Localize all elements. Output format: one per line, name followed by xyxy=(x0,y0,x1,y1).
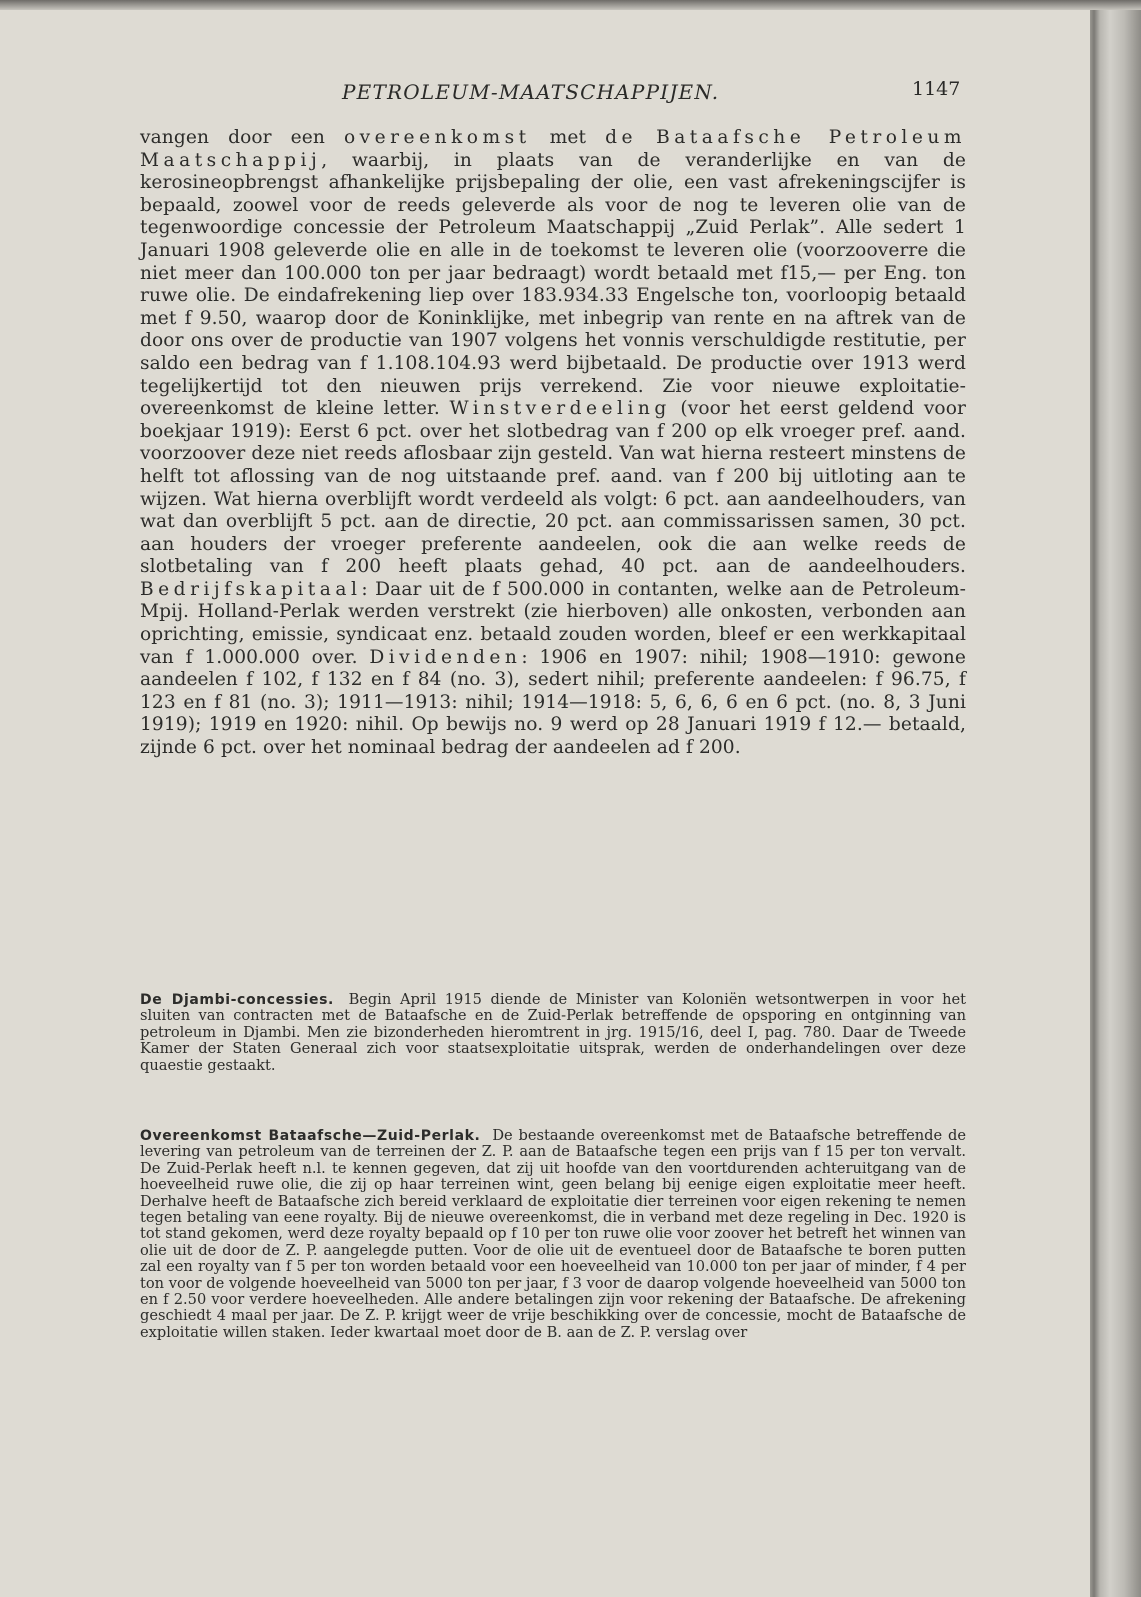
main-paragraph xyxy=(140,127,966,760)
page-header xyxy=(0,76,1092,106)
running-title: PETROLEUM-MAATSCHAPPIJEN. xyxy=(342,80,720,104)
spaced-term: Winstverdeeling xyxy=(449,398,671,420)
spaced-term: Bedrijfskapitaal xyxy=(140,578,362,600)
main-text-segment: : Daar uit de f 500.000 in contanten, welke aan de Petroleum-Mpij. Holland-Perlak werden verstrekt (zie hierboven) alle onkosten, verbonden aan oprichting, emissie, syndicaat enz. betaald zouden worden, bleef er een werkkapitaal van f 1.000.000 over. xyxy=(140,578,966,668)
spaced-term: Dividenden xyxy=(369,646,522,668)
main-text-segment: (voor het eerst geldend voor boekjaar 1919): Eerst 6 pct. over het slotbedrag van f 200 op elk vroeger pref. aand. voorzoover deze niet reeds aflosbaar zijn gesteld. Van wat hierna resteert minstens de helft tot aflossing van de nog uitstaande pref. aand. van f 200 bij uitloting aan te wijzen. Wat hierna overblijft wordt verdeeld als volgt: 6 pct. aan aandeelhouders, van wat dan overblijft 5 pct. aan de directie, 20 pct. aan commissarissen samen, 30 pct. aan houders der vroeger preferente aandeelen, ook die aan welke reeds de slotbetaling van f 200 heeft plaats gehad, 40 pct. aan de aandeelhouders. xyxy=(140,398,966,578)
note-heading: De Djambi-concessies. xyxy=(140,992,334,1008)
spaced-term: de xyxy=(605,127,638,148)
main-text-segment: , waarbij, in plaats van de veranderlijke en van de kerosineopbrengst afhankelijke prijsbepaling der olie, een vast afrekeningscijfer is bepaald, zoowel voor de reeds geleverde als voor de nog te leveren olie van de tegenwoordige concessie der Petroleum Maatschappij „Zuid Perlak”. Alle sedert 1 Januari 1908 geleverde olie en alle in de toekomst te leveren olie (voorzooverre die niet meer dan 100.000 ton per jaar bedraagt) wordt betaald met f15,— per Eng. ton ruwe olie. De eindafrekening liep over 183.934.33 Engelsche ton, voorloopig betaald met f 9.50, waarop door de Koninklijke, met inbegrip van rente en na aftrek van de door ons over de productie van 1907 volgens het vonnis verschuldigde restitutie, per saldo een bedrag van f 1.108.104.93 werd bijbetaald. De productie over 1913 werd tegelijkertijd tot den nieuwen prijs verrekend. Zie voor nieuwe exploitatie-overeenkomst de kleine letter. xyxy=(140,149,966,420)
note-text: Begin April 1915 diende de Minister van Koloniën wetsontwerpen in voor het sluiten van contracten met de Bataafsche en de Zuid-Perlak betreffende de opsporing en ontginning van petroleum in Djambi. Men zie bizonderheden hieromtrent in jrg. 1915/16, deel I, pag. 780. Daar de Tweede Kamer der Staten Generaal zich voor staatsexploitatie uitsprak, werden de onderhandelingen over deze quaestie gestaakt. xyxy=(140,991,967,1074)
note-text: De bestaande overeenkomst met de Bataafsche betreffende de levering van petroleum van de terreinen der Z. P. aan de Bataafsche tegen een prijs van f 15 per ton vervalt. De Zuid-Perlak heeft n.l. te kennen gegeven, dat zij uit hoofde van den voortdurenden achteruitgang van de hoeveelheid ruwe olie, die zij op haar terreinen wint, geen belang bij eenige eigen exploitatie meer heeft. Derhalve heeft de Bataafsche zich bereid verklaard de exploitatie dier terreinen voor eigen rekening te nemen tegen betaling van eene royalty. Bij de nieuwe overeenkomst, die in verband met deze regeling in Dec. 1920 is tot stand gekomen, werd deze royalty bepaald op f 10 per ton ruwe olie voor zoover het betreft het winnen van olie uit de door de Z. P. aangelegde putten. Voor de olie uit de eventueel door de Bataafsche te boren putten zal een royalty van f 5 per ton worden betaald voor een hoeveelheid van 10.000 ton per jaar of minder, f 4 per ton voor de volgende hoeveelheid van 5000 ton per jaar, f 3 voor de daarop volgende hoeveelheid van 5000 ton en f 2.50 voor verdere hoeveelheden. Alle andere betalingen zijn voor rekening der Bataafsche. De afrekening geschiedt 4 maal per jaar. De Z. P. krijgt weer de vrije beschikking over de concessie, mocht de Bataafsche de exploitatie willen staken. Ieder kwartaal moet door de B. aan de Z. P. verslag over xyxy=(140,1127,967,1341)
note-djambi xyxy=(140,992,966,1074)
spaced-term: Bataafsche Petroleum Maatschappij xyxy=(140,127,966,171)
note-overeenkomst xyxy=(140,1128,966,1341)
spaced-term: overeenkomst xyxy=(343,127,531,148)
page-number: 1147 xyxy=(912,78,961,100)
main-text-segment xyxy=(637,127,656,148)
main-text-segment: vangen door een xyxy=(140,127,344,148)
book-edge xyxy=(1090,0,1141,1597)
note-heading: Overeenkomst Bataafsche—Zuid-Perlak. xyxy=(140,1128,481,1144)
main-text-block xyxy=(140,127,966,760)
main-text-segment: met xyxy=(530,127,606,148)
scan-top-band xyxy=(0,0,1141,10)
main-text-segment: : 1906 en 1907: nihil; 1908—1910: gewone aandeelen f 102, f 132 en f 84 (no. 3), sedert nihil; preferente aandeelen: f 96.75, f 123 en f 81 (no. 3); 1911—1913: nihil; 1914—1918: 5, 6, 6, 6 en 6 pct. (no. 8, 3 Juni 1919); 1919 en 1920: nihil. Op bewijs no. 9 werd op 28 Januari 1919 f 12.— betaald, zijnde 6 pct. over het nominaal bedrag der aandeelen ad f 200. xyxy=(140,646,966,759)
